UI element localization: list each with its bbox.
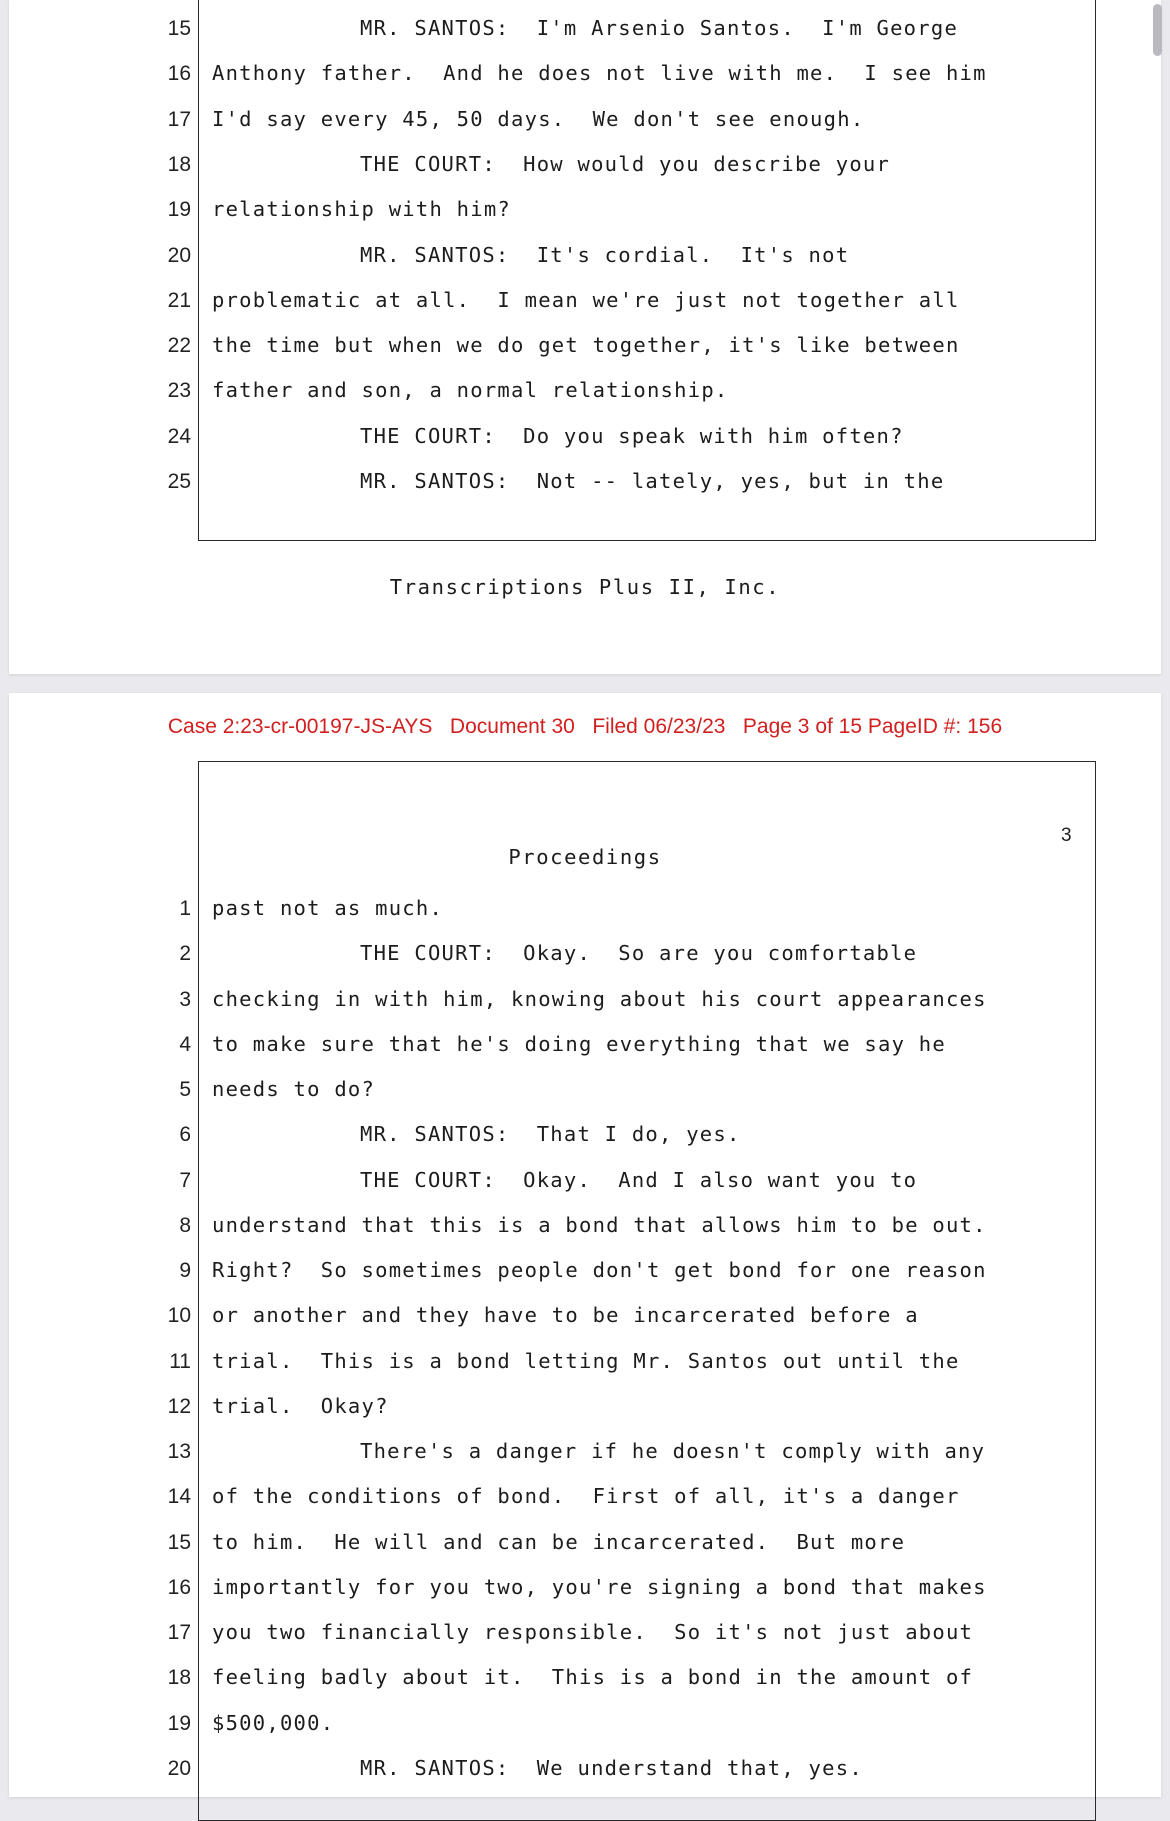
line-text: I'd say every 45, 50 days. We don't see enough. bbox=[212, 106, 865, 131]
line-number: 19 bbox=[167, 198, 191, 222]
line-number: 12 bbox=[167, 1394, 191, 1418]
transcript-line bbox=[9, 1701, 1161, 1746]
line-text: MR. SANTOS: Not -- lately, yes, but in the bbox=[360, 469, 945, 493]
line-text: relationship with him? bbox=[212, 197, 512, 222]
transcript-line bbox=[9, 1610, 1161, 1655]
line-number: 20 bbox=[167, 1756, 191, 1780]
line-number: 17 bbox=[167, 107, 191, 131]
scrollbar-thumb[interactable] bbox=[1153, 4, 1162, 56]
line-text: past not as much. bbox=[212, 896, 444, 920]
line-number: 8 bbox=[179, 1213, 191, 1237]
transcript-line bbox=[9, 187, 1161, 232]
transcript-line bbox=[9, 1248, 1161, 1293]
transcript-line bbox=[9, 414, 1161, 459]
line-text: THE COURT: Do you speak with him often? bbox=[360, 423, 904, 448]
line-number: 10 bbox=[167, 1304, 191, 1328]
line-number: 1 bbox=[179, 897, 191, 920]
line-text: understand that this is a bond that allows him to be out. bbox=[212, 1212, 987, 1237]
line-number: 7 bbox=[179, 1168, 191, 1192]
line-text: MR. SANTOS: It's cordial. It's not bbox=[360, 242, 850, 267]
transcript-line bbox=[9, 1384, 1161, 1429]
line-text: you two financially responsible. So it's not just about bbox=[212, 1620, 974, 1644]
line-number: 15 bbox=[167, 17, 191, 40]
line-text: trial. Okay? bbox=[212, 1393, 389, 1418]
line-number: 13 bbox=[167, 1440, 191, 1463]
transcript-line bbox=[9, 1429, 1161, 1474]
transcript-line bbox=[9, 1746, 1161, 1791]
transcript-page-3 bbox=[9, 693, 1161, 1797]
transcript-line bbox=[9, 1474, 1161, 1519]
line-number: 19 bbox=[167, 1711, 191, 1735]
line-text: importantly for you two, you're signing a bond that makes bbox=[212, 1574, 987, 1599]
transcript-line bbox=[9, 233, 1161, 278]
transcript-line bbox=[9, 886, 1161, 931]
transcript-line bbox=[9, 1067, 1161, 1112]
line-number: 23 bbox=[167, 379, 191, 403]
transcript-line bbox=[9, 97, 1161, 142]
transcript-line bbox=[9, 1520, 1161, 1565]
case-header: Case 2:23-cr-00197-JS-AYS Document 30 Filed 06/23/23 Page 3 of 15 PageID #: 156 bbox=[167, 715, 1003, 738]
line-number: 21 bbox=[167, 288, 191, 312]
transcript-line bbox=[9, 1655, 1161, 1700]
line-text: to make sure that he's doing everything that we say he bbox=[212, 1031, 946, 1056]
line-text: Right? So sometimes people don't get bond for one reason bbox=[212, 1258, 987, 1282]
line-text: feeling badly about it. This is a bond in the amount of bbox=[212, 1665, 974, 1690]
line-number: 22 bbox=[167, 334, 191, 358]
line-number: 16 bbox=[167, 1575, 191, 1599]
line-text: or another and they have to be incarcerated before a bbox=[212, 1303, 919, 1328]
line-number: 11 bbox=[169, 1349, 191, 1373]
line-number: 9 bbox=[179, 1259, 191, 1282]
line-text: THE COURT: Okay. So are you comfortable bbox=[360, 941, 918, 966]
transcript-line bbox=[9, 1203, 1161, 1248]
line-text: MR. SANTOS: I'm Arsenio Santos. I'm George bbox=[360, 16, 959, 40]
transcript-page-2 bbox=[9, 0, 1161, 674]
transcript-line bbox=[9, 1158, 1161, 1203]
line-text: MR. SANTOS: We understand that, yes. bbox=[360, 1755, 863, 1780]
transcript-line bbox=[9, 977, 1161, 1022]
line-text: to him. He will and can be incarcerated. But more bbox=[212, 1529, 906, 1554]
transcript-line bbox=[9, 459, 1161, 504]
line-text: There's a danger if he doesn't comply with any bbox=[360, 1439, 986, 1463]
line-number: 17 bbox=[167, 1621, 191, 1644]
line-text: father and son, a normal relationship. bbox=[212, 378, 729, 403]
transcript-line bbox=[9, 6, 1161, 51]
transcript-line bbox=[9, 1112, 1161, 1157]
line-number: 2 bbox=[179, 942, 191, 966]
line-text: THE COURT: How would you describe your bbox=[360, 151, 891, 176]
line-text: needs to do? bbox=[212, 1077, 376, 1101]
transcript-line bbox=[9, 278, 1161, 323]
page-heading: Proceedings bbox=[508, 845, 662, 869]
line-text: $500,000. bbox=[212, 1710, 335, 1735]
page-number: 3 bbox=[1061, 825, 1072, 846]
transcript-line bbox=[9, 368, 1161, 413]
line-number: 18 bbox=[167, 1666, 191, 1690]
line-text: the time but when we do get together, it's like between bbox=[212, 333, 960, 358]
line-number: 18 bbox=[167, 152, 191, 176]
line-number: 20 bbox=[167, 243, 191, 267]
line-text: THE COURT: Okay. And I also want you to bbox=[360, 1167, 918, 1192]
line-number: 14 bbox=[167, 1485, 191, 1509]
line-number: 3 bbox=[179, 987, 191, 1011]
transcript-line bbox=[9, 1293, 1161, 1338]
line-number: 4 bbox=[179, 1032, 191, 1056]
line-number: 5 bbox=[179, 1078, 191, 1101]
line-text: problematic at all. I mean we're just not together all bbox=[212, 287, 960, 312]
line-text: MR. SANTOS: That I do, yes. bbox=[360, 1122, 741, 1147]
line-number: 25 bbox=[167, 470, 191, 493]
transcript-line bbox=[9, 142, 1161, 187]
line-text: trial. This is a bond letting Mr. Santos out until the bbox=[212, 1348, 960, 1373]
line-text: checking in with him, knowing about his court appearances bbox=[212, 986, 987, 1011]
transcript-line bbox=[9, 1022, 1161, 1067]
transcript-line bbox=[9, 323, 1161, 368]
transcript-line bbox=[9, 1565, 1161, 1610]
line-number: 15 bbox=[167, 1530, 191, 1554]
line-number: 6 bbox=[179, 1123, 191, 1147]
line-text: Anthony father. And he does not live with me. I see him bbox=[212, 61, 987, 86]
transcript-line bbox=[9, 51, 1161, 96]
transcript-line bbox=[9, 1339, 1161, 1384]
line-text: of the conditions of bond. First of all, it's a danger bbox=[212, 1484, 960, 1509]
page-footer: Transcriptions Plus II, Inc. bbox=[389, 575, 781, 599]
line-number: 24 bbox=[167, 424, 191, 448]
transcript-line bbox=[9, 931, 1161, 976]
line-number: 16 bbox=[167, 62, 191, 86]
